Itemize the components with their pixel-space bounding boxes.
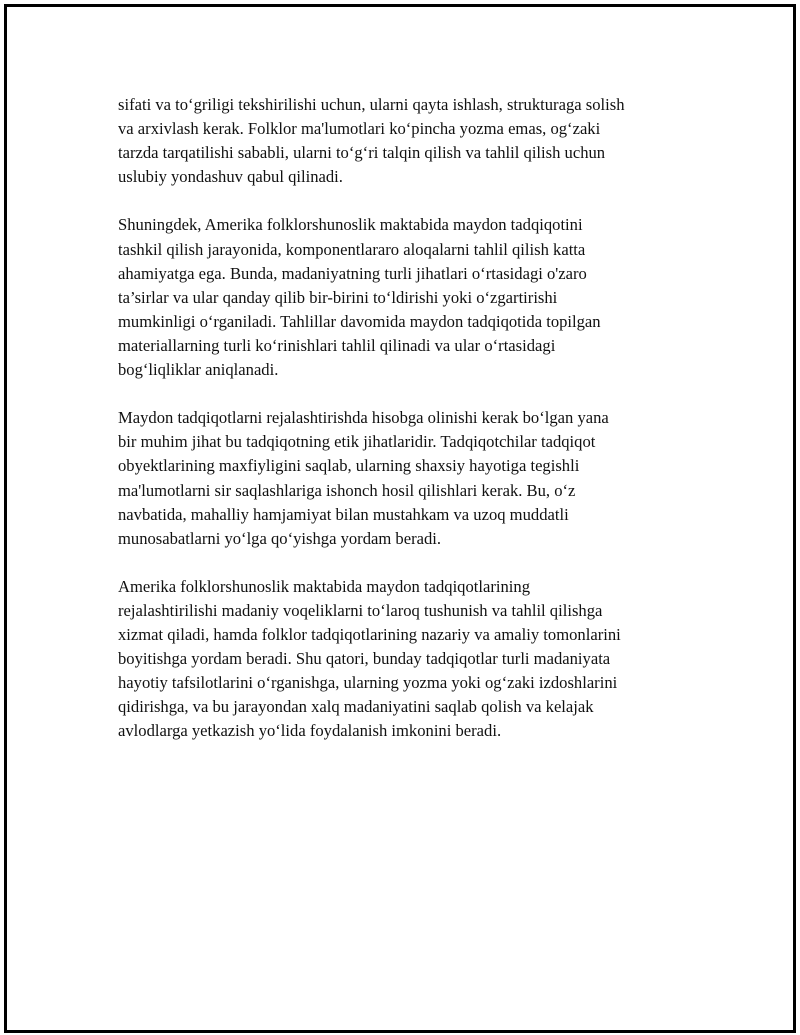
document-body: [118, 93, 698, 768]
text-line: Amerika folklorshunoslik maktabida maydon tadqiqotlarining: [118, 576, 530, 596]
text-line: va arxivlash kerak. Folklor ma'lumotlari ko‘pincha yozma emas, og‘zaki: [118, 119, 601, 139]
text-line: materiallarning turli ko‘rinishlari tahlil qilinadi va ular o‘rtasidagi: [118, 335, 556, 355]
text-line: qidirishga, va bu jarayondan xalq madaniyatini saqlab qolish va kelajak: [118, 697, 594, 717]
text-line: mumkinligi o‘rganiladi. Tahlillar davomida maydon tadqiqotida topilgan: [118, 311, 601, 331]
text-line: ta’sirlar va ular qanday qilib bir-birini to‘ldirishi yoki o‘zgartirishi: [118, 287, 558, 307]
paragraph-4: [118, 575, 698, 744]
paragraph-2: [118, 213, 698, 382]
text-line: rejalashtirilishi madaniy voqeliklarni to‘laroq tushunish va tahlil qilishga: [118, 600, 603, 620]
text-line: xizmat qiladi, hamda folklor tadqiqotlarining nazariy va amaliy tomonlarini: [118, 625, 621, 645]
text-line: tarzda tarqatilishi sababli, ularni to‘g‘ri talqin qilish va tahlil qilish uchun: [118, 143, 606, 163]
text-line: tashkil qilish jarayonida, komponentlararo aloqalarni tahlil qilish katta: [118, 239, 586, 259]
text-line: sifati va to‘griligi tekshirilishi uchun, ularni qayta ishlash, strukturaga solish: [118, 95, 625, 114]
text-line: boyitishga yordam beradi. Shu qatori, bunday tadqiqotlar turli madaniyata: [118, 649, 611, 669]
text-line: Shuningdek, Amerika folklorshunoslik maktabida maydon tadqiqotini: [118, 215, 583, 235]
text-line: uslubiy yondashuv qabul qilinadi.: [118, 167, 343, 187]
paragraph-1: [118, 93, 698, 189]
text-line: bog‘liqliklar aniqlanadi.: [118, 360, 279, 380]
text-line: ma'lumotlarni sir saqlashlariga ishonch hosil qilishlari kerak. Bu, o‘z: [118, 480, 576, 500]
text-line: Maydon tadqiqotlarni rejalashtirishda hisobga olinishi kerak bo‘lgan yana: [118, 408, 609, 428]
paragraph-3: [118, 406, 698, 551]
text-line: obyektlarining maxfiyligini saqlab, ularning shaxsiy hayotiga tegishli: [118, 456, 580, 476]
text-line: avlodlarga yetkazish yo‘lida foydalanish imkonini beradi.: [118, 721, 502, 741]
text-line: hayotiy tafsilotlarini o‘rganishga, ularning yozma yoki og‘zaki izdoshlarini: [118, 673, 618, 693]
text-line: ahamiyatga ega. Bunda, madaniyatning turli jihatlari o‘rtasidagi o'zaro: [118, 263, 587, 283]
text-line: munosabatlarni yo‘lga qo‘yishga yordam beradi.: [118, 528, 442, 548]
text-line: navbatida, mahalliy hamjamiyat bilan mustahkam va uzoq muddatli: [118, 504, 569, 524]
text-line: bir muhim jihat bu tadqiqotning etik jihatlaridir. Tadqiqotchilar tadqiqot: [118, 432, 596, 452]
